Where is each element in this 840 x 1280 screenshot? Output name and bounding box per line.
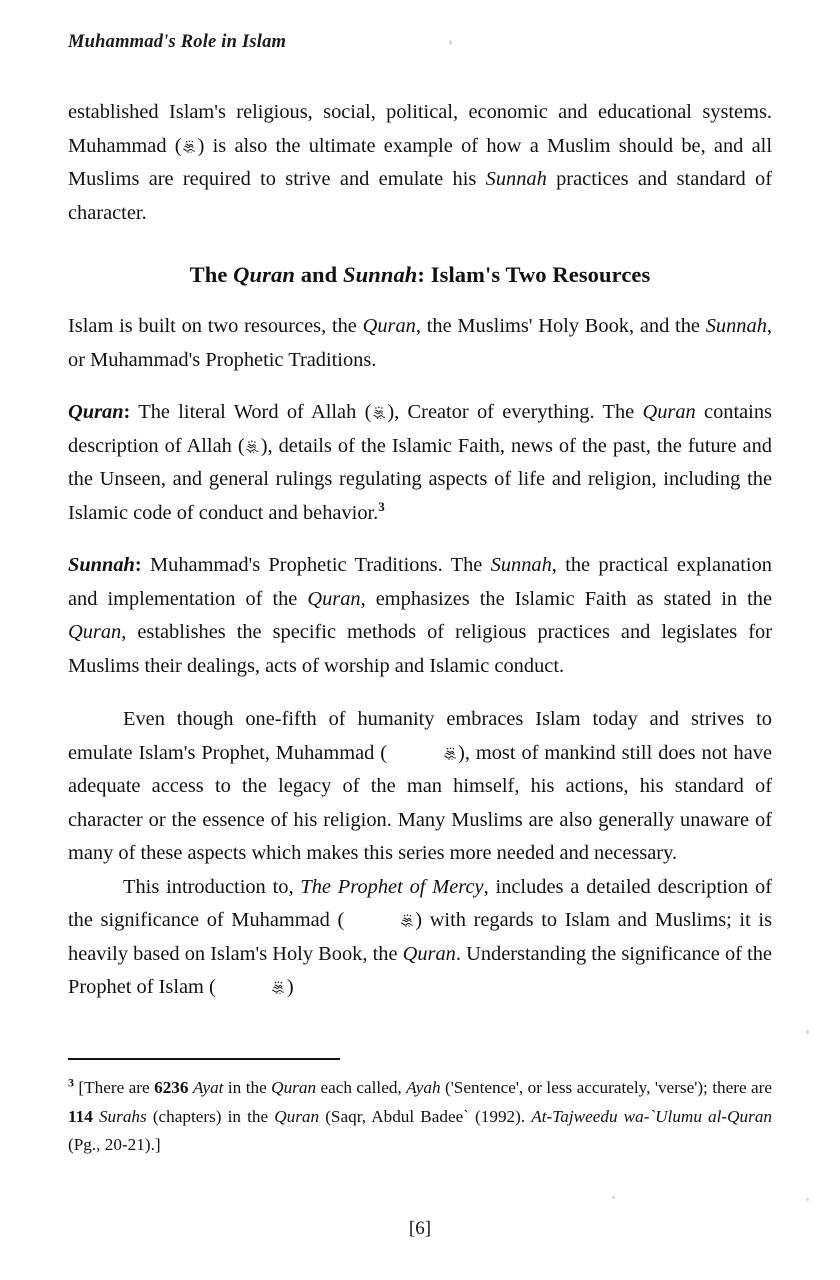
scan-speckle (806, 1198, 809, 1201)
text-segment: The literal Word of Allah ( (130, 401, 372, 423)
pbuh-glyph-icon (443, 746, 458, 761)
text-emphasis-sunnah: Sunnah (490, 554, 552, 576)
surah-count: 114 (68, 1106, 93, 1126)
text-segment: ), details of the Islamic Faith, news of the past, the future and the Unseen, and general rulings regulating aspects of life and religion, including the Islamic code of conduct and behavior. (68, 434, 772, 524)
scan-speckle (449, 40, 452, 45)
text-emphasis-reference-title: At-Tajweedu wa-`Ulumu al-Quran (531, 1106, 773, 1126)
paragraph-two-resources (68, 310, 772, 377)
heading-segment: : Islam's Two Resources (417, 262, 651, 287)
honorific-swt (371, 396, 387, 430)
footnote-reference-3[interactable]: 3 (378, 498, 385, 514)
heading-emphasis-quran: Quran (233, 262, 295, 287)
paragraph-this-introduction (68, 871, 772, 1005)
pbuh-glyph-icon (182, 139, 197, 154)
text-segment: (chapters) in the (146, 1106, 275, 1126)
heading-emphasis-sunnah: Sunnah (343, 262, 418, 287)
text-segment: each called, (316, 1078, 407, 1097)
text-segment: , emphasizes the Islamic Faith as stated in the (360, 587, 772, 610)
pbuh-glyph-icon (400, 913, 415, 928)
honorific-pbuh (387, 737, 458, 771)
text-emphasis-sunnah: Sunnah (705, 315, 767, 337)
scan-speckle (612, 1196, 615, 1199)
text-segment: (Pg., 20-21).] (68, 1135, 161, 1154)
text-segment: ), most of mankind still does not have adequate access to the legacy of the man himself, his actions, his standard of character or the essence of his religion. Many Muslims are also generally unaware of many of these aspects which makes this series more needed and necessary. (68, 741, 772, 864)
honorific-swt (245, 430, 261, 464)
paragraph-established-islam (68, 96, 772, 230)
text-segment: ) is also the ultimate example of how a Muslim should be, and all Muslims are required to strive and emulate his (68, 134, 772, 190)
text-segment: ) (286, 976, 294, 998)
paragraph-sunnah-definition (68, 549, 772, 683)
text-emphasis-sunnah: Sunnah (485, 168, 547, 190)
honorific-pbuh (182, 130, 198, 164)
footnote-marker: 3 (68, 1075, 74, 1090)
text-segment: in the (223, 1078, 272, 1097)
text-segment: . Understanding the significance of the Prophet of Islam ( (68, 942, 772, 998)
text-emphasis-quran: Quran (271, 1078, 317, 1097)
text-segment: , or Muhammad's Prophetic Traditions. (68, 315, 772, 371)
ayat-count: 6236 (154, 1078, 189, 1097)
text-emphasis-quran: Quran (362, 315, 416, 337)
text-segment: ) with regards to Islam and Muslims; it is heavily based on Islam's Holy Book, the (68, 909, 772, 965)
text-segment: Islam is built on two resources, the (68, 315, 363, 337)
text-segment: Even though one-fifth of humanity embraces Islam today and strives to emulate Islam's Prophet, Muhammad ( (68, 708, 772, 764)
text-segment: , the Muslims' Holy Book, and the (415, 315, 706, 337)
main-text-column (68, 96, 772, 1005)
pbuh-glyph-icon (271, 980, 286, 995)
term-label-quran: Quran (68, 401, 124, 423)
honorific-pbuh (344, 904, 415, 938)
swt-glyph-icon (372, 405, 387, 420)
text-segment: , establishes the specific methods of religious practices and legislates for Muslims their dealings, acts of worship and Islamic conduct. (68, 621, 772, 677)
text-segment: contains description of Allah ( (68, 401, 772, 457)
text-segment: Muhammad's Prophetic Traditions. The (141, 554, 491, 576)
text-emphasis-quran: Quran (307, 587, 361, 610)
text-segment: ('Sentence', or less accurately, 'verse'); there are (440, 1078, 773, 1097)
text-segment: , includes a detailed description of the significance of Muhammad ( (68, 875, 772, 931)
text-segment: practices and standard of character. (68, 168, 772, 224)
term-colon: : (134, 554, 142, 576)
text-segment: , the practical explanation and implementation of the (68, 554, 772, 610)
text-segment: (Saqr, Abdul Badee` (1992). (319, 1106, 532, 1126)
text-emphasis-quran: Quran (68, 621, 122, 643)
footnote-3 (68, 1074, 772, 1160)
text-emphasis-ayah: Ayah (406, 1078, 441, 1097)
section-heading (68, 260, 772, 290)
text-segment: established Islam's religious, social, political, economic and educational systems. Muhammad ( (68, 101, 772, 157)
text-emphasis-quran: Quran (642, 401, 696, 423)
paragraph-even-though (68, 703, 772, 871)
text-emphasis-surahs: Surahs (98, 1106, 147, 1126)
honorific-pbuh (216, 971, 287, 1005)
text-segment: [There are (74, 1078, 155, 1097)
heading-segment: The (189, 262, 234, 287)
paragraph-quran-definition (68, 396, 772, 530)
swt-glyph-icon (245, 439, 260, 454)
running-head: Muhammad's Role in Islam (68, 32, 287, 52)
text-segment: ), Creator of everything. The (387, 401, 643, 423)
page-number: [6] (408, 1218, 432, 1239)
text-emphasis-quran: Quran (402, 942, 456, 965)
footnote-area (68, 1058, 772, 1160)
text-emphasis-quran: Quran (274, 1106, 320, 1126)
text-emphasis-book-title: The Prophet of Mercy (300, 875, 484, 898)
text-segment: This introduction to, (123, 875, 301, 898)
term-label-sunnah: Sunnah (68, 554, 135, 576)
term-colon: : (123, 401, 131, 423)
scan-speckle (806, 1030, 809, 1034)
heading-segment: and (294, 262, 343, 287)
text-emphasis-ayat: Ayat (192, 1078, 224, 1097)
footnote-separator-rule (68, 1058, 340, 1060)
